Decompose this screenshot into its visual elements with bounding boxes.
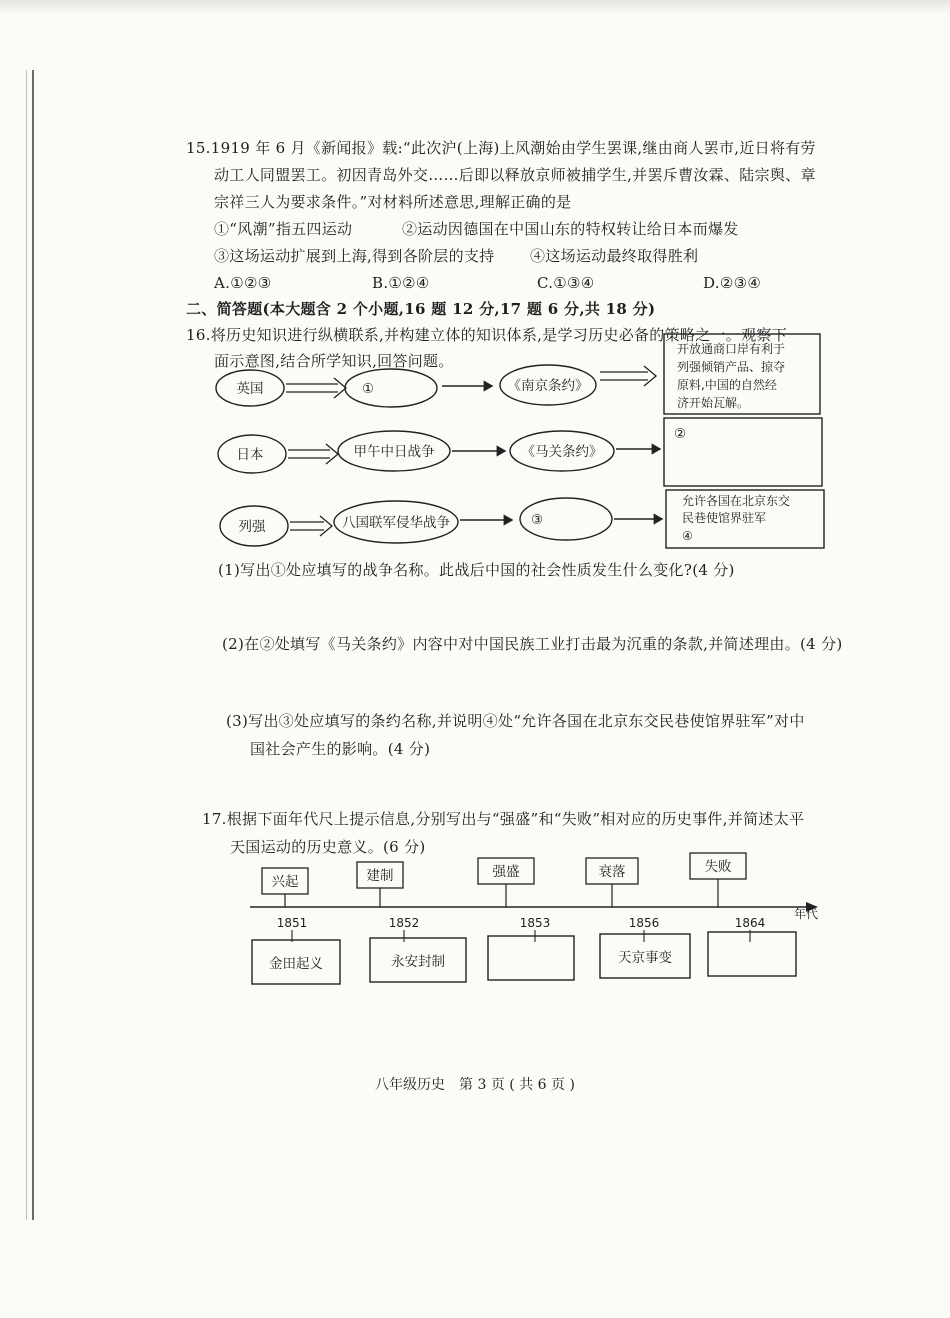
q17-stem-line2: 天国运动的历史意义。(6 分) xyxy=(230,838,426,856)
war-label: 甲午中日战争 xyxy=(353,444,435,460)
actor-label: 日本 xyxy=(236,447,264,463)
event-label: 永安封制 xyxy=(391,954,445,970)
year-label: 1856 xyxy=(628,916,660,930)
blank-marker-3: ③ xyxy=(530,512,544,528)
year-label: 1853 xyxy=(519,916,551,930)
q15-choice-d: D.②③④ xyxy=(703,274,762,292)
year-label: 1864 xyxy=(734,916,766,930)
year-label: 1852 xyxy=(388,916,420,930)
q15-choice-c: C.①③④ xyxy=(537,274,595,292)
q16-stem-line1: 16.将历史知识进行纵横联系,并构建立体的知识体系,是学习历史必备的策略之一。观察下 xyxy=(186,326,787,344)
q15-stem-line1: 15.1919 年 6 月《新闻报》载:“此次沪(上海)上风潮始由学生罢课,继由商人罢市,近日将有劳 xyxy=(186,139,816,157)
q15-option-3: ③这场运动扩展到上海,得到各阶层的支持 xyxy=(214,247,495,265)
event-label: 天京事变 xyxy=(618,950,672,966)
treaty-label: 《南京条约》 xyxy=(507,378,589,394)
war-label: 八国联军侵华战争 xyxy=(342,515,450,531)
result-text-line4: 济开始瓦解。 xyxy=(677,396,750,410)
q15-option-2: ②运动因德国在中国山东的特权转让给日本而爆发 xyxy=(402,220,739,238)
actor-label: 英国 xyxy=(236,381,264,397)
q15-stem-line3: 宗祥三人为要求条件。”对材料所述意思,理解正确的是 xyxy=(214,193,572,211)
actor-label: 列强 xyxy=(238,519,266,535)
q17-stem-line1: 17.根据下面年代尺上提示信息,分别写出与“强盛”和“失败”相对应的历史事件,并简述太平 xyxy=(202,810,805,828)
q15-option-4: ④这场运动最终取得胜利 xyxy=(530,247,699,265)
q16-sub3-line1: (3)写出③处应填写的条约名称,并说明④处“允许各国在北京东交民巷使馆界驻军”对中 xyxy=(226,712,805,730)
stage-label: 衰落 xyxy=(598,864,626,880)
blank-marker-2: ② xyxy=(674,426,687,442)
result-text-line2: 列强倾销产品、掠夺 xyxy=(677,360,786,374)
war-oval xyxy=(345,369,437,407)
stage-label: 兴起 xyxy=(271,874,299,890)
result-text-line3: 原料,中国的自然经 xyxy=(677,378,777,392)
timeline xyxy=(250,853,818,984)
blank-marker-1: ① xyxy=(361,381,375,397)
page-footer: 八年级历史 第 3 页 ( 共 6 页 ) xyxy=(375,1077,575,1093)
event-box xyxy=(708,932,796,976)
diagram-row-japan xyxy=(218,418,822,486)
double-arrow xyxy=(286,378,346,398)
stage-label: 强盛 xyxy=(492,864,520,880)
year-label: 1851 xyxy=(276,916,308,930)
section-heading: 二、简答题(本大题含 2 个小题,16 题 12 分,17 题 6 分,共 18 分) xyxy=(186,300,656,318)
q16-sub3-line2: 国社会产生的影响。(4 分) xyxy=(250,740,431,758)
q15-choice-a: A.①②③ xyxy=(214,274,272,292)
treaty-label: 《马关条约》 xyxy=(521,444,603,460)
q16-stem-line2: 面示意图,结合所学知识,回答问题。 xyxy=(214,352,454,370)
q15-option-1: ①“风潮”指五四运动 xyxy=(214,220,353,238)
event-label: 金田起义 xyxy=(269,956,323,972)
result-text-line1: 允许各国在北京东交 xyxy=(682,494,791,508)
q16-sub2: (2)在②处填写《马关条约》内容中对中国民族工业打击最为沉重的条款,并简述理由。(4 分) xyxy=(222,635,843,653)
timeline-axis-label: 年代 xyxy=(794,907,819,921)
q16-sub1: (1)写出①处应填写的战争名称。此战后中国的社会性质发生什么变化?(4 分) xyxy=(218,561,735,579)
q15-choice-b: B.①②④ xyxy=(372,274,430,292)
result-text-line2: 民巷使馆界驻军 xyxy=(682,511,767,525)
result-text-line1: 开放通商口岸有利于 xyxy=(677,342,786,356)
event-box xyxy=(488,936,574,980)
stage-label: 失败 xyxy=(704,859,732,875)
diagram-row-powers xyxy=(220,490,824,548)
q15-stem-line2: 动工人同盟罢工。初因青岛外交……后即以释放京师被捕学生,并罢斥曹汝霖、陆宗舆、章 xyxy=(214,166,816,184)
blank-marker-4: ④ xyxy=(682,529,693,543)
stage-label: 建制 xyxy=(366,868,394,884)
diagram-row-britain xyxy=(216,334,820,414)
